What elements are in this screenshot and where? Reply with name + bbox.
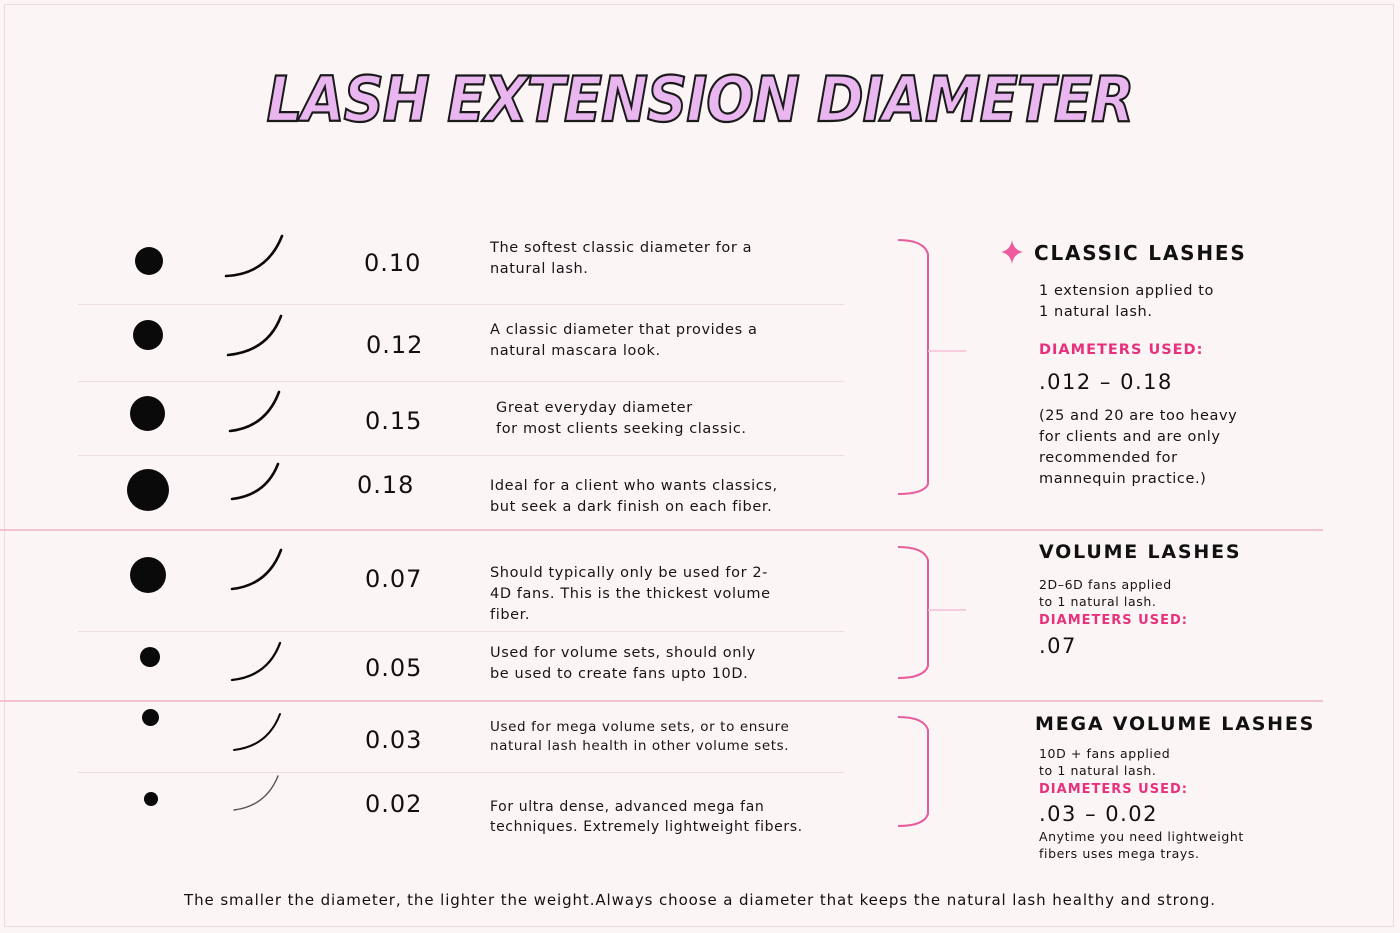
classic-heading: CLASSIC LASHES — [1034, 241, 1247, 265]
diameter-value: 0.07 — [365, 565, 423, 593]
diameter-dot — [130, 396, 165, 431]
diameter-value: 0.02 — [365, 790, 423, 818]
classic-bracket — [890, 236, 970, 498]
volume-bracket — [890, 544, 970, 684]
lash-curve-icon — [224, 311, 290, 361]
diameter-value: 0.15 — [365, 407, 423, 435]
mega-heading: MEGA VOLUME LASHES — [1035, 713, 1316, 735]
section-divider — [0, 700, 1323, 702]
lash-curve-icon — [228, 638, 288, 688]
diameter-dot — [127, 469, 169, 511]
sparkle-icon — [1000, 239, 1024, 265]
diameter-value: 0.10 — [364, 249, 422, 277]
diameter-value: 0.12 — [366, 331, 424, 359]
diameter-dot — [144, 792, 158, 806]
mega-bracket — [890, 714, 970, 832]
lash-curve-icon — [230, 710, 288, 756]
classic-note: (25 and 20 are too heavy for clients and are only recommended for mannequin practice.) — [1039, 408, 1238, 487]
mega-diameters: .03 – 0.02 — [1039, 802, 1159, 826]
volume-description: 2D–6D fans applied to 1 natural lash. — [1039, 577, 1172, 609]
mega-diameters-label: DIAMETERS USED: — [1039, 782, 1188, 797]
diameter-dot — [130, 557, 166, 593]
diameter-value: 0.03 — [365, 726, 423, 754]
lash-curve-icon — [228, 459, 286, 505]
volume-heading: VOLUME LASHES — [1039, 541, 1242, 563]
diameter-description: For ultra dense, advanced mega fan techniques. Extremely lightweight fibers. — [490, 799, 803, 835]
mega-note: Anytime you need lightweight fibers uses mega trays. — [1039, 829, 1244, 861]
classic-description: 1 extension applied to 1 natural lash. — [1039, 283, 1214, 320]
diameter-value: 0.18 — [357, 471, 415, 499]
diameter-description: A classic diameter that provides a natural mascara look. — [490, 322, 758, 359]
classic-diameters: .012 – 0.18 — [1039, 370, 1173, 394]
lash-curve-icon — [226, 387, 286, 437]
diameter-description: Great everyday diameter for most clients seeking classic. — [496, 400, 747, 437]
footer-text: The smaller the diameter, the lighter the weight.Always choose a diameter that keeps the natural lash healthy and strong. — [184, 891, 1216, 909]
diameter-dot — [135, 247, 163, 275]
row-divider — [78, 381, 844, 382]
row-divider — [78, 304, 844, 305]
volume-diameters-label: DIAMETERS USED: — [1039, 613, 1188, 628]
lash-curve-icon — [230, 772, 288, 818]
diameter-description: Should typically only be used for 2- 4D fans. This is the thickest volume fiber. — [490, 565, 771, 623]
diameter-dot — [133, 320, 163, 350]
diameter-description: Used for mega volume sets, or to ensure natural lash health in other volume sets. — [490, 719, 790, 754]
lash-curve-icon — [222, 232, 288, 282]
page-title: LASH EXTENSION DIAMETER — [266, 64, 1134, 137]
row-divider — [78, 455, 844, 456]
row-divider — [78, 631, 844, 632]
classic-diameters-label: DIAMETERS USED: — [1039, 342, 1204, 358]
row-divider — [78, 772, 844, 773]
diameter-description: Ideal for a client who wants classics, but seek a dark finish on each fiber. — [490, 478, 778, 515]
diameter-description: The softest classic diameter for a natural lash. — [490, 240, 753, 277]
diameter-value: 0.05 — [365, 654, 423, 682]
volume-diameters: .07 — [1039, 634, 1077, 658]
diameter-description: Used for volume sets, should only be used to create fans upto 10D. — [490, 645, 756, 682]
mega-description: 10D + fans applied to 1 natural lash. — [1039, 746, 1171, 778]
diameter-dot — [142, 709, 159, 726]
diameter-dot — [140, 647, 160, 667]
lash-curve-icon — [228, 545, 288, 595]
section-divider — [0, 529, 1323, 531]
